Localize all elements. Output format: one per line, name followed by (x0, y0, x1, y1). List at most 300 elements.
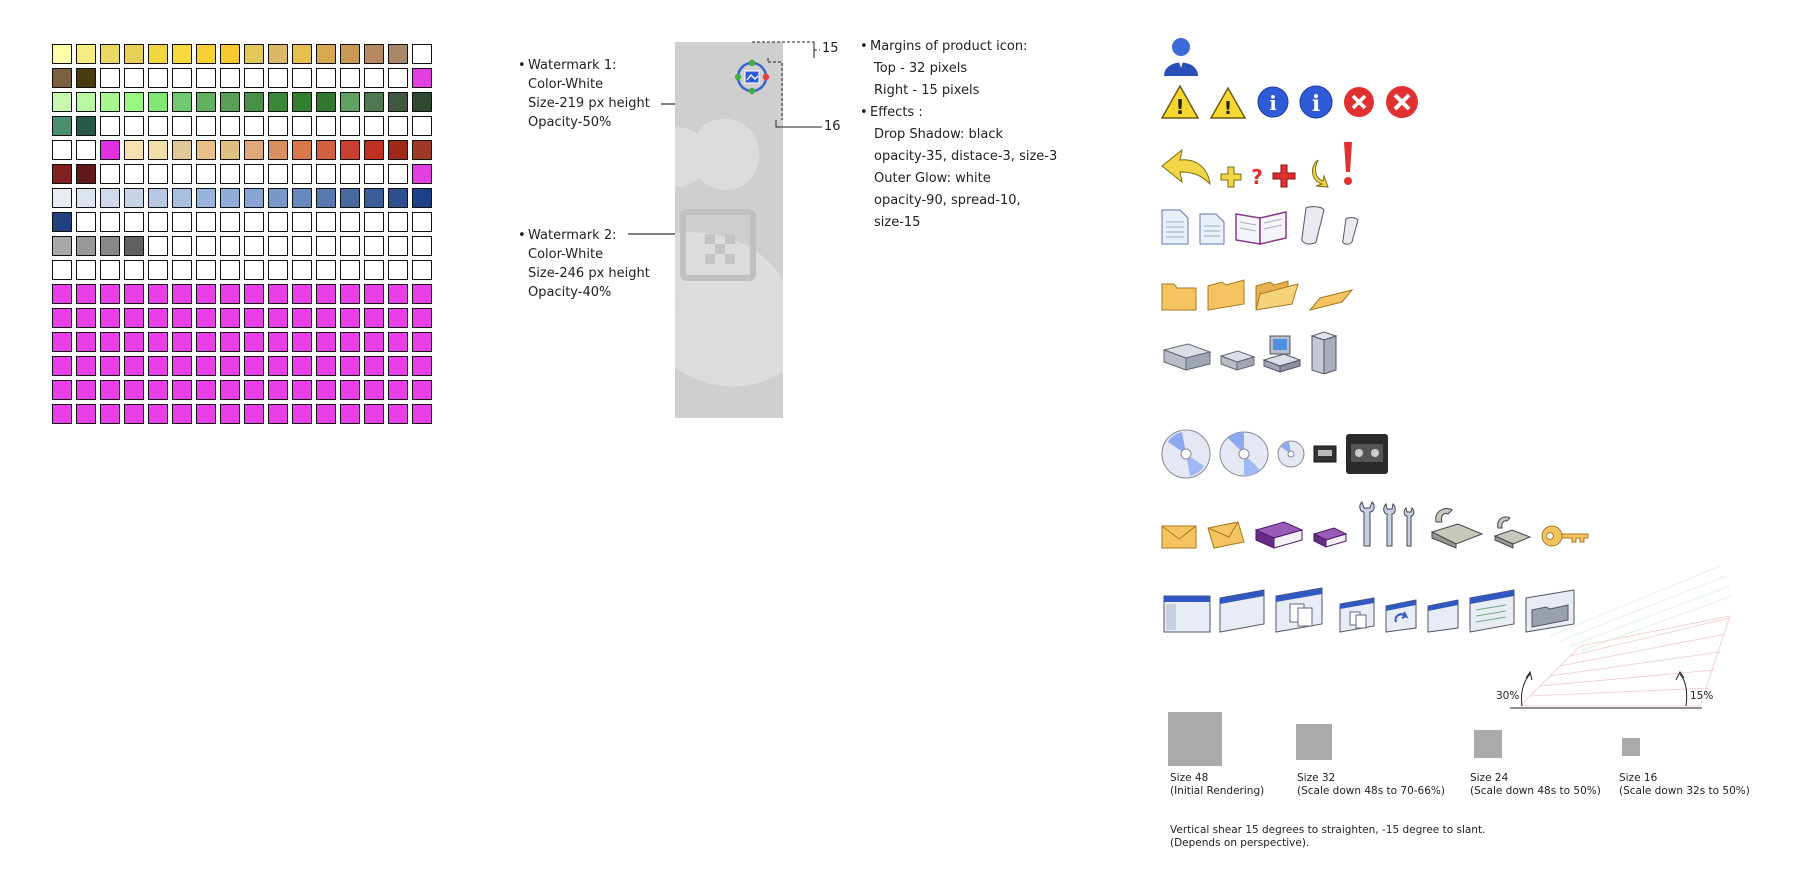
palette-swatch (292, 92, 312, 112)
palette-swatch (340, 164, 360, 184)
palette-swatch (220, 140, 240, 160)
size-24-caption (1470, 772, 1601, 798)
palette-swatch (100, 284, 120, 304)
palette-swatch (196, 116, 216, 136)
info-icon-large (1298, 84, 1334, 120)
size-24-swatch (1474, 730, 1502, 758)
palette-swatch (196, 332, 216, 352)
palette-swatch (172, 308, 192, 328)
palette-swatch (388, 140, 408, 160)
palette-swatch (340, 356, 360, 376)
palette-swatch (316, 212, 336, 232)
palette-swatch (244, 92, 264, 112)
palette-swatch (220, 68, 240, 88)
palette-swatch (388, 236, 408, 256)
palette-swatch (292, 188, 312, 208)
palette-swatch (172, 92, 192, 112)
footnote-line2: (Depends on perspective). (1170, 837, 1310, 849)
phone-icon (1428, 504, 1484, 550)
palette-swatch (196, 140, 216, 160)
window-undo-icon (1384, 598, 1420, 634)
palette-swatch (52, 332, 72, 352)
palette-swatch (364, 212, 384, 232)
palette-swatch (196, 308, 216, 328)
palette-swatch (148, 68, 168, 88)
watermark1-opacity: Opacity-50% (528, 115, 612, 130)
watermark1-size: Size-219 px height (528, 96, 650, 111)
palette-swatch (100, 188, 120, 208)
palette-swatch (76, 236, 96, 256)
palette-swatch (172, 140, 192, 160)
palette-swatch (148, 332, 168, 352)
palette-swatch (124, 140, 144, 160)
palette-swatch (172, 284, 192, 304)
palette-swatch (364, 380, 384, 400)
size-16-swatch (1622, 738, 1640, 756)
palette-swatch (292, 284, 312, 304)
wrench-tools-icon (1356, 500, 1420, 550)
warning-icon-small (1208, 84, 1248, 120)
scroll-icon-small (1338, 216, 1362, 246)
palette-swatch (364, 44, 384, 64)
palette-swatch (148, 236, 168, 256)
palette-swatch (340, 116, 360, 136)
palette-swatch (412, 404, 432, 424)
palette-swatch (244, 116, 264, 136)
palette-swatch (412, 380, 432, 400)
palette-swatch (316, 356, 336, 376)
palette-swatch (388, 356, 408, 376)
palette-swatch (148, 92, 168, 112)
cd-icon-small (1276, 439, 1306, 469)
palette-swatch (220, 236, 240, 256)
user-icon (1160, 34, 1202, 78)
palette-swatch (52, 92, 72, 112)
palette-swatch (268, 212, 288, 232)
size-48-caption (1170, 772, 1264, 798)
margins-title: Margins of product icon: (870, 39, 1028, 54)
palette-swatch (364, 236, 384, 256)
palette-swatch (340, 404, 360, 424)
palette-swatch (172, 116, 192, 136)
palette-swatch (292, 356, 312, 376)
palette-swatch (268, 140, 288, 160)
palette-swatch (100, 44, 120, 64)
palette-swatch (148, 164, 168, 184)
palette-swatch (244, 212, 264, 232)
palette-swatch (220, 404, 240, 424)
envelope-angled-icon (1206, 518, 1246, 550)
palette-swatch (364, 116, 384, 136)
palette-swatch (268, 332, 288, 352)
folders-row (1160, 276, 1354, 312)
palette-swatch (340, 236, 360, 256)
palette-swatch (148, 308, 168, 328)
palette-swatch (412, 332, 432, 352)
question-icon (1250, 166, 1264, 188)
palette-swatch (316, 164, 336, 184)
palette-swatch (340, 332, 360, 352)
palette-swatch (148, 44, 168, 64)
color-palette-grid (50, 42, 434, 426)
palette-swatch (340, 68, 360, 88)
palette-swatch (52, 356, 72, 376)
outer-glow-detail: opacity-90, spread-10, (874, 193, 1021, 208)
palette-swatch (316, 188, 336, 208)
palette-swatch (100, 140, 120, 160)
palette-swatch (316, 116, 336, 136)
palette-swatch (388, 404, 408, 424)
size-16-note: (Scale down 32s to 50%) (1619, 785, 1750, 797)
document-icon (1160, 208, 1190, 246)
palette-swatch (364, 92, 384, 112)
book-icon (1254, 516, 1304, 550)
svg-text:!: ! (1223, 98, 1233, 119)
palette-swatch (388, 308, 408, 328)
palette-swatch (220, 44, 240, 64)
spec-notes: • Margins of product icon: Top - 32 pixels Right - 15 pixels • Effects : Drop Shadow: black opacity-35, distace-3, size-3 Outer Glow: white opacity-90, spread-10, size-15 (860, 36, 1120, 234)
palette-swatch (388, 260, 408, 280)
footnote (1170, 824, 1485, 850)
watermark2-opacity: Opacity-40% (528, 285, 612, 300)
palette-swatch (172, 332, 192, 352)
window-documents-small-icon (1338, 594, 1378, 634)
palette-swatch (52, 236, 72, 256)
palette-swatch (220, 380, 240, 400)
margin-top: Top - 32 pixels (874, 61, 968, 76)
palette-swatch (100, 164, 120, 184)
add-red-icon (1272, 164, 1296, 188)
palette-swatch (340, 92, 360, 112)
palette-swatch (388, 164, 408, 184)
palette-swatch (100, 212, 120, 232)
palette-swatch (124, 92, 144, 112)
palette-swatch (412, 164, 432, 184)
palette-swatch (292, 68, 312, 88)
folder-icon (1160, 278, 1198, 312)
palette-swatch (388, 284, 408, 304)
palette-swatch (388, 380, 408, 400)
palette-swatch (292, 140, 312, 160)
palette-swatch (340, 308, 360, 328)
folder-icon-angled (1206, 276, 1246, 312)
media-row (1160, 428, 1390, 480)
palette-swatch (124, 380, 144, 400)
computer-icon (1262, 334, 1302, 374)
window-documents-icon (1274, 586, 1332, 634)
folder-open-icon (1254, 276, 1300, 312)
palette-swatch (148, 404, 168, 424)
footnote-line1: Vertical shear 15 degrees to straighten, -15 degree to slant. (1170, 824, 1486, 836)
palette-swatch (340, 212, 360, 232)
palette-swatch (220, 308, 240, 328)
error-icon (1342, 85, 1376, 119)
palette-swatch (220, 260, 240, 280)
palette-swatch (196, 236, 216, 256)
palette-swatch (100, 68, 120, 88)
palette-swatch (196, 68, 216, 88)
palette-swatch (292, 236, 312, 256)
palette-swatch (268, 116, 288, 136)
key-icon (1540, 522, 1590, 550)
size-32-name: Size 32 (1297, 772, 1336, 784)
palette-swatch (316, 380, 336, 400)
watermark2-color: Color-White (528, 247, 604, 262)
drop-shadow-detail: opacity-35, distace-3, size-3 (874, 149, 1058, 164)
palette-swatch (316, 260, 336, 280)
palette-swatch (268, 68, 288, 88)
palette-swatch (268, 92, 288, 112)
palette-swatch (292, 260, 312, 280)
palette-swatch (172, 260, 192, 280)
info-icon (1256, 85, 1290, 119)
window-angled-icon (1218, 588, 1268, 634)
drive-icon (1160, 334, 1212, 374)
palette-swatch (172, 236, 192, 256)
palette-swatch (124, 404, 144, 424)
palette-swatch (76, 284, 96, 304)
palette-swatch (172, 380, 192, 400)
palette-swatch (244, 284, 264, 304)
palette-swatch (220, 212, 240, 232)
palette-swatch (316, 44, 336, 64)
palette-swatch (364, 308, 384, 328)
refresh-arrow-icon (1304, 158, 1332, 188)
palette-swatch (244, 380, 264, 400)
palette-swatch (76, 356, 96, 376)
palette-swatch (316, 308, 336, 328)
effects-title: Effects : (870, 105, 923, 120)
palette-swatch (412, 68, 432, 88)
palette-swatch (148, 356, 168, 376)
palette-swatch (412, 92, 432, 112)
palette-swatch (244, 356, 264, 376)
palette-swatch (412, 236, 432, 256)
palette-swatch (364, 260, 384, 280)
watermark1-title: Watermark 1: (528, 58, 617, 73)
warning-icon (1160, 84, 1200, 120)
palette-swatch (316, 236, 336, 256)
palette-swatch (76, 44, 96, 64)
palette-swatch (100, 308, 120, 328)
palette-swatch (172, 68, 192, 88)
palette-swatch (124, 44, 144, 64)
palette-swatch (196, 212, 216, 232)
palette-swatch (100, 260, 120, 280)
palette-swatch (364, 332, 384, 352)
palette-swatch (148, 140, 168, 160)
palette-swatch (172, 404, 192, 424)
drop-shadow: Drop Shadow: black (874, 127, 1004, 142)
palette-swatch (196, 44, 216, 64)
palette-swatch (340, 44, 360, 64)
palette-swatch (364, 356, 384, 376)
tower-icon (1308, 330, 1338, 374)
documents-row (1160, 204, 1362, 246)
palette-swatch (340, 260, 360, 280)
palette-swatch (316, 332, 336, 352)
palette-swatch (244, 188, 264, 208)
add-yellow-icon (1220, 166, 1242, 188)
palette-swatch (100, 332, 120, 352)
palette-swatch (340, 140, 360, 160)
palette-swatch (124, 236, 144, 256)
palette-swatch (292, 404, 312, 424)
palette-swatch (268, 260, 288, 280)
palette-swatch (76, 140, 96, 160)
outer-glow: Outer Glow: white (874, 171, 991, 186)
exclamation-icon (1340, 140, 1356, 188)
palette-swatch (340, 284, 360, 304)
palette-swatch (244, 236, 264, 256)
watermark2-size: Size-246 px height (528, 266, 650, 281)
alerts-row (1160, 84, 1420, 120)
size-24-name: Size 24 (1470, 772, 1509, 784)
palette-swatch (76, 92, 96, 112)
size-48-swatch (1168, 712, 1222, 766)
palette-swatch (244, 68, 264, 88)
palette-swatch (196, 284, 216, 304)
drive-icon-small (1218, 344, 1256, 374)
svg-text:?: ? (1251, 166, 1263, 188)
palette-swatch (148, 188, 168, 208)
palette-swatch (220, 116, 240, 136)
palette-swatch (124, 260, 144, 280)
palette-swatch (316, 284, 336, 304)
palette-swatch (412, 116, 432, 136)
palette-swatch (124, 284, 144, 304)
palette-swatch (364, 164, 384, 184)
size-16-name: Size 16 (1619, 772, 1658, 784)
palette-swatch (172, 164, 192, 184)
palette-swatch (220, 188, 240, 208)
phone-icon-small (1492, 514, 1532, 550)
palette-swatch (364, 284, 384, 304)
envelope-icon (1160, 520, 1198, 550)
tape-icon-small (1312, 442, 1338, 466)
watermark2-note: • Watermark 2: Color-White Size-246 px height Opacity-40% (518, 226, 678, 302)
palette-swatch (412, 140, 432, 160)
palette-swatch (100, 92, 120, 112)
palette-swatch (388, 44, 408, 64)
size-24-note: (Scale down 48s to 50%) (1470, 785, 1601, 797)
palette-swatch (412, 284, 432, 304)
palette-swatch (268, 404, 288, 424)
palette-swatch (172, 44, 192, 64)
palette-swatch (172, 212, 192, 232)
margin-right-value: 16 (824, 119, 841, 134)
cd-icon-angled (1218, 428, 1270, 480)
palette-swatch (412, 260, 432, 280)
palette-swatch (340, 188, 360, 208)
palette-swatch (52, 68, 72, 88)
cd-icon (1160, 428, 1212, 480)
palette-swatch (268, 164, 288, 184)
watermark1-note: • Watermark 1: Color-White Size-219 px height Opacity-50% (518, 56, 678, 132)
misc-row (1160, 500, 1590, 550)
palette-swatch (412, 44, 432, 64)
size-48-name: Size 48 (1170, 772, 1209, 784)
palette-swatch (220, 92, 240, 112)
window-small-icon (1426, 598, 1462, 634)
palette-swatch (388, 332, 408, 352)
palette-swatch (268, 236, 288, 256)
palette-swatch (124, 212, 144, 232)
watermark1-color: Color-White (528, 77, 604, 92)
palette-swatch (412, 308, 432, 328)
palette-swatch (148, 260, 168, 280)
action-icons-row (1160, 140, 1356, 188)
palette-swatch (52, 116, 72, 136)
palette-swatch (220, 164, 240, 184)
palette-swatch (244, 260, 264, 280)
palette-swatch (148, 284, 168, 304)
palette-swatch (388, 68, 408, 88)
palette-swatch (292, 164, 312, 184)
palette-swatch (388, 212, 408, 232)
palette-swatch (316, 404, 336, 424)
palette-swatch (148, 212, 168, 232)
palette-swatch (124, 332, 144, 352)
book-icon-small (1312, 524, 1348, 550)
palette-swatch (220, 284, 240, 304)
palette-swatch (292, 332, 312, 352)
palette-swatch (196, 404, 216, 424)
palette-swatch (52, 308, 72, 328)
palette-swatch (316, 92, 336, 112)
palette-swatch (268, 44, 288, 64)
size-48-note: (Initial Rendering) (1170, 785, 1265, 797)
palette-swatch (364, 140, 384, 160)
palette-swatch (76, 404, 96, 424)
palette-swatch (148, 116, 168, 136)
window-icon (1162, 592, 1212, 634)
palette-swatch (52, 140, 72, 160)
palette-swatch (172, 356, 192, 376)
palette-swatch (292, 380, 312, 400)
palette-swatch (100, 404, 120, 424)
palette-swatch (412, 212, 432, 232)
palette-swatch (52, 404, 72, 424)
palette-swatch (52, 380, 72, 400)
palette-swatch (364, 404, 384, 424)
error-icon-large (1384, 84, 1420, 120)
palette-swatch (148, 380, 168, 400)
svg-text:!: ! (1175, 95, 1185, 119)
palette-swatch (76, 212, 96, 232)
scroll-icon (1296, 204, 1330, 246)
palette-swatch (388, 116, 408, 136)
palette-swatch (52, 188, 72, 208)
watermark2-title: Watermark 2: (528, 228, 617, 243)
palette-swatch (268, 284, 288, 304)
palette-swatch (244, 44, 264, 64)
palette-swatch (364, 68, 384, 88)
palette-swatch (76, 164, 96, 184)
palette-swatch (268, 188, 288, 208)
tape-icon (1344, 432, 1390, 476)
palette-swatch (52, 284, 72, 304)
palette-swatch (196, 380, 216, 400)
margin-top-value: 15 (822, 41, 839, 56)
palette-swatch (220, 332, 240, 352)
folder-open-flat-icon (1308, 282, 1354, 312)
palette-swatch (124, 164, 144, 184)
palette-swatch (412, 188, 432, 208)
palette-swatch (76, 68, 96, 88)
palette-swatch (124, 188, 144, 208)
palette-swatch (76, 116, 96, 136)
